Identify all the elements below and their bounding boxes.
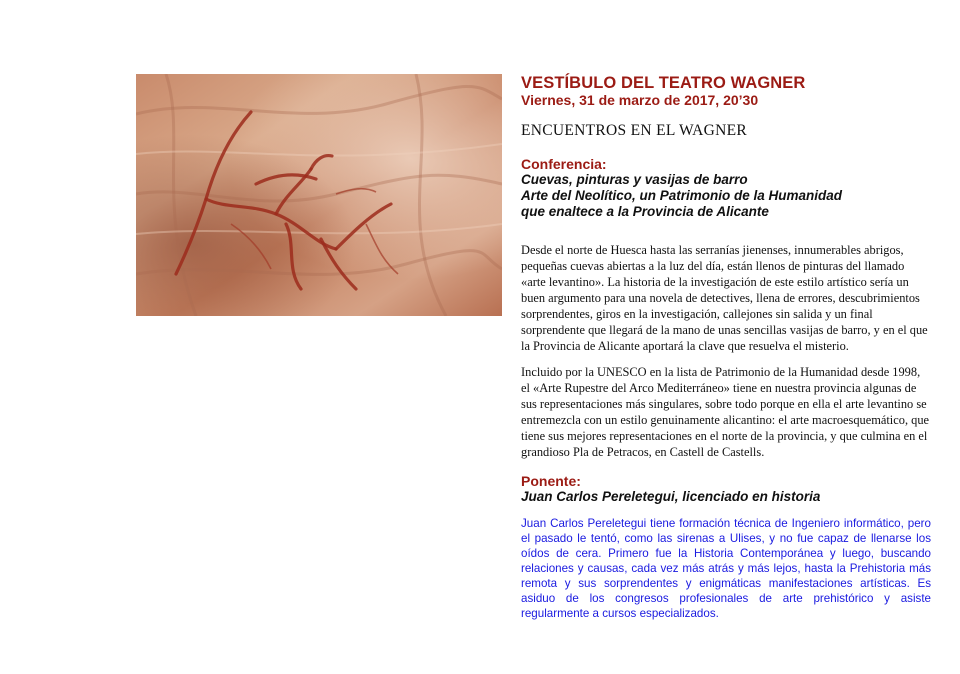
rock-painting-image [136,74,502,316]
rock-art-photo [136,74,502,316]
venue-title: VESTÍBULO DEL TEATRO WAGNER [521,74,806,92]
speaker-section [521,473,931,505]
event-date: Viernes, 31 de marzo de 2017, 20’30 [521,92,759,108]
talk-title-line: Arte del Neolítico, un Patrimonio de la Humanidad [521,188,843,203]
speaker-label: Ponente: [521,473,581,489]
event-info [521,74,931,621]
speaker-name: Juan Carlos Pereletegui, licenciado en historia [521,489,821,504]
description-paragraph: Incluido por la UNESCO en la lista de Patrimonio de la Humanidad desde 1998, el «Arte Rupestre del Arco Mediterráneo» tiene en nuestra provincia algunas de sus representaciones más singulares, sobre todo porque en ella el arte levantino se entremezcla con un estilo genuinamente alicantino: el arte macroesquemático, que tiene sus mejores representaciones en el norte de la provincia, y que culmina en el grandioso Pla de Petracos, en Castell de Castells. [521,365,930,459]
talk-label: Conferencia: [521,156,607,172]
talk-section [521,156,931,220]
series-title: ENCUENTROS EN EL WAGNER [521,122,748,139]
speaker-bio: Juan Carlos Pereletegui tiene formación técnica de Ingeniero informático, pero el pasado le tentó, como las sirenas a Ulises, y no fue capaz de llenarse los oídos de cera. Primero fue la Historia Contemporánea y luego, buscando relaciones y causas, cada vez más atrás y más lejos, hasta la Prehistoria más remota y sus sorprendentes y enigmáticas manifestaciones artísticas. Es asiduo de los congresos profesionales de arte prehistórico y asiste regularmente a cursos especializados. [521,517,931,620]
talk-title-line: Cuevas, pinturas y vasijas de barro [521,172,748,187]
talk-title-line: que enaltece a la Provincia de Alicante [521,204,769,219]
description-paragraph: Desde el norte de Huesca hasta las serranías jienenses, innumerables abrigos, pequeñas cuevas abiertas a la luz del día, están llenos de pinturas del llamado «arte levantino». La historia de la investigación de este estilo artístico sería un buen argumento para una novela de detectives, llena de errores, descubrimientos sorprendentes, giros en la investigación, callejones sin salida y un final sorprendente que llegará de la mano de unas sencillas vasijas de barro, y en el que la Provincia de Alicante aportará la clave que resuelva el misterio. [521,243,928,353]
